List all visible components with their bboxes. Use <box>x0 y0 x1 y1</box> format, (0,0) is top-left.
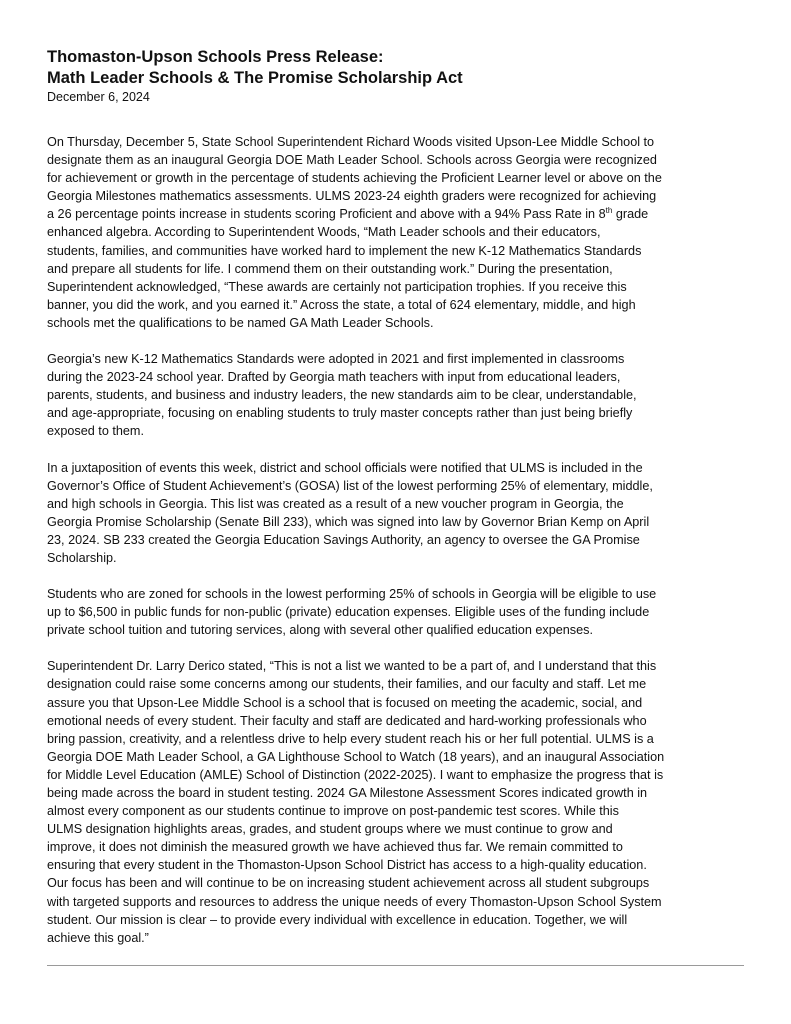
document-header <box>47 47 747 106</box>
paragraph-line: Georgia Milestones mathematics assessments. ULMS 2023-24 eighth graders were recognized for achieving <box>47 189 657 204</box>
paragraph-line: enhanced algebra. According to Superintendent Woods, “Math Leader schools and their educators, <box>47 225 601 240</box>
paragraph-line: On Thursday, December 5, State School Superintendent Richard Woods visited Upson-Lee Middle School to <box>47 135 655 149</box>
paragraph-line: student. Our mission is clear – to provide every individual with excellence in education. Together, we will <box>47 912 628 927</box>
document-title-line-2: Math Leader Schools & The Promise Scholarship Act <box>47 69 463 87</box>
paragraph-line: ensuring that every student in the Thomaston-Upson School District has access to a high-quality education. <box>47 858 647 873</box>
paragraph-line: bring passion, creativity, and a relentless drive to help every student reach his or her full potential. ULMS is a <box>47 731 654 746</box>
paragraph-2 <box>47 350 752 440</box>
paragraph-line: Superintendent acknowledged, “These awards are certainly not participation trophies. If you receive this <box>47 279 627 294</box>
paragraph-line: designation could raise some concerns among our students, their families, and our faculty and staff. Let me <box>47 677 647 692</box>
paragraph-line: ULMS designation highlights areas, grades, and student groups where we must continue to grow and <box>47 822 613 837</box>
paragraph-line: In a juxtaposition of events this week, district and school officials were notified that ULMS is included in the <box>47 460 643 475</box>
paragraph-line: for Middle Level Education (AMLE) School of Distinction (2022-2025). I want to emphasize the progress that is <box>47 767 664 782</box>
paragraph-3 <box>47 459 752 568</box>
paragraph-line: schools met the qualifications to be named GA Math Leader Schools. <box>47 315 434 330</box>
paragraph-line: achieve this goal.” <box>47 930 149 945</box>
paragraph-line: for achievement or growth in the percentage of students achieving the Proficient Learner level or above on the <box>47 171 662 186</box>
document-date: December 6, 2024 <box>47 90 150 104</box>
paragraph-line: parents, students, and business and industry leaders, the new standards aim to be clear, understandable, <box>47 388 637 403</box>
paragraph-line: exposed to them. <box>47 424 144 439</box>
paragraph-line: being made across the board in student testing. 2024 GA Milestone Assessment Scores indicated growth in <box>47 786 648 800</box>
footer-divider <box>47 965 744 966</box>
paragraph-line: a 26 percentage points increase in students scoring Proficient and above with a 94% Pass Rate in 8th grade <box>47 206 649 222</box>
paragraph-1 <box>47 133 752 332</box>
paragraph-line: banner, you did the work, and you earned it.” Across the state, a total of 624 elementary, middle, and high <box>47 297 636 312</box>
paragraph-line: assure you that Upson-Lee Middle School is a school that is focused on meeting the academic, social, and <box>47 695 643 710</box>
paragraph-line: during the 2023-24 school year. Drafted by Georgia math teachers with input from educational leaders, <box>47 370 621 385</box>
paragraph-5 <box>47 657 752 947</box>
paragraph-line: Governor’s Office of Student Achievement’s (GOSA) list of the lowest performing 25% of elementary, middle, <box>47 478 653 493</box>
paragraph-line: private school tuition and tutoring services, along with several other qualified education expenses. <box>47 623 593 638</box>
paragraph-line: up to $6,500 in public funds for non-public (private) education expenses. Eligible uses of the funding include <box>47 605 650 620</box>
document-title-line-1: Thomaston-Upson Schools Press Release: <box>47 48 384 66</box>
paragraph-line: Our focus has been and will continue to be on increasing student achievement across all student subgroups <box>47 876 650 891</box>
paragraph-line: Superintendent Dr. Larry Derico stated, “This is not a list we wanted to be a part of, and I understand that this <box>47 659 657 674</box>
paragraph-line: and prepare all students for life. I commend them on their outstanding work.” During the presentation, <box>47 261 613 276</box>
paragraph-line: Scholarship. <box>47 550 117 565</box>
paragraph-line: Georgia’s new K-12 Mathematics Standards were adopted in 2021 and first implemented in classrooms <box>47 352 625 367</box>
paragraph-line: emotional needs of every student. Their faculty and staff are dedicated and hard-working professionals who <box>47 713 647 728</box>
paragraph-line: almost every component as our students continue to improve on post-pandemic test scores. While this <box>47 804 619 819</box>
paragraph-line: and age-appropriate, focusing on enabling students to truly master concepts rather than just being briefly <box>47 406 633 421</box>
paragraph-line: designate them as an inaugural Georgia DOE Math Leader School. Schools across Georgia were recognized <box>47 153 657 168</box>
paragraph-line: students, families, and communities have worked hard to implement the new K-12 Mathematics Standards <box>47 243 642 258</box>
document-body <box>47 133 752 947</box>
paragraph-line: improve, it does not diminish the measured growth we have achieved thus far. We remain committed to <box>47 840 623 855</box>
paragraph-line: and high schools in Georgia. This list was created as a result of a new voucher program in Georgia, the <box>47 496 624 511</box>
paragraph-line: 23, 2024. SB 233 created the Georgia Education Savings Authority, an agency to oversee the GA Promise <box>47 532 640 547</box>
paragraph-line: with targeted supports and resources to address the unique needs of every Thomaston-Upson School System <box>47 894 662 909</box>
paragraph-4 <box>47 585 752 639</box>
paragraph-line: Students who are zoned for schools in the lowest performing 25% of schools in Georgia will be eligible to use <box>47 587 657 602</box>
paragraph-line: Georgia Promise Scholarship (Senate Bill 233), which was signed into law by Governor Brian Kemp on April <box>47 514 650 529</box>
paragraph-line: Georgia DOE Math Leader School, a GA Lighthouse School to Watch (18 years), and an inaugural Association <box>47 749 665 764</box>
